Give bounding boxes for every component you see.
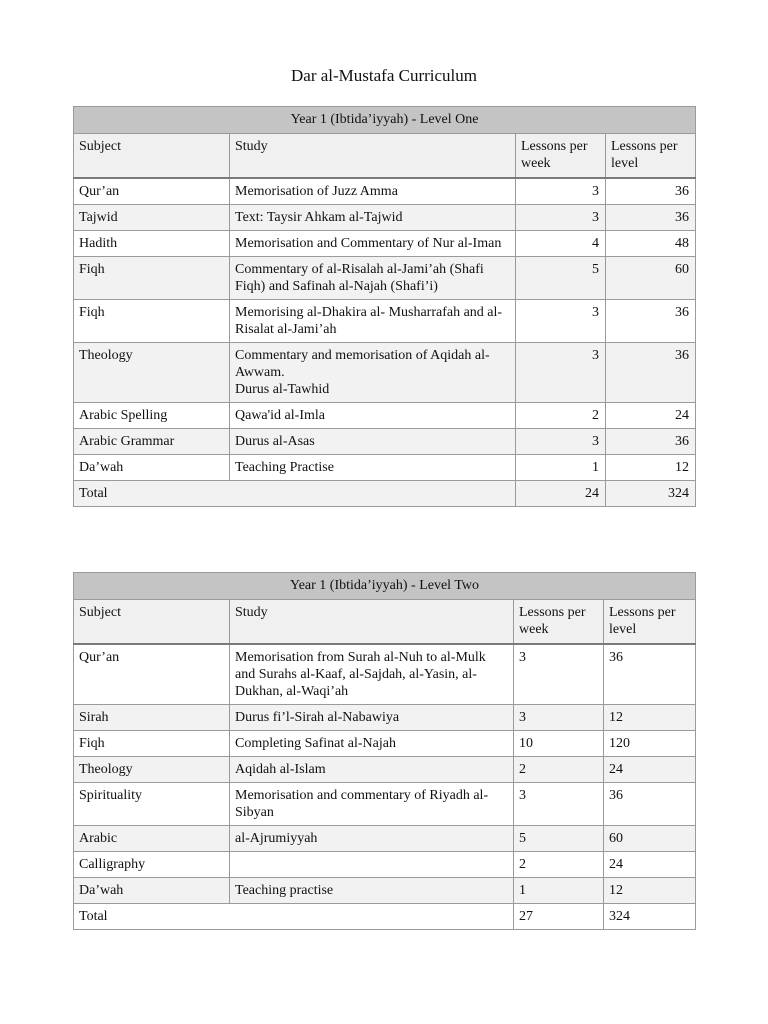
- lessons-per-level-cell: 36: [606, 300, 696, 343]
- subject-cell: Arabic Grammar: [74, 429, 230, 455]
- study-cell: Qawa'id al-Imla: [230, 403, 516, 429]
- total-row: [74, 904, 696, 930]
- total-label: Total: [74, 904, 514, 930]
- table-row: [74, 257, 696, 300]
- table-row: [74, 429, 696, 455]
- lessons-per-level-cell: 12: [604, 705, 696, 731]
- subject-cell: Fiqh: [74, 300, 230, 343]
- study-cell: Memorisation and commentary of Riyadh al-Sibyan: [230, 783, 514, 826]
- table-heading: Year 1 (Ibtida’iyyah) - Level Two: [74, 573, 696, 600]
- lessons-per-week-cell: 3: [516, 429, 606, 455]
- study-cell: Completing Safinat al-Najah: [230, 731, 514, 757]
- column-header-subject: Subject: [74, 600, 230, 645]
- lessons-per-week-cell: 3: [516, 343, 606, 403]
- lessons-per-week-cell: 2: [514, 852, 604, 878]
- study-cell: [230, 343, 516, 403]
- lessons-per-level-cell: 36: [604, 644, 696, 705]
- column-header-study: Study: [230, 600, 514, 645]
- table-row: [74, 343, 696, 403]
- subject-cell: Calligraphy: [74, 852, 230, 878]
- table-row: [74, 403, 696, 429]
- table-row: [74, 826, 696, 852]
- lessons-per-level-cell: 60: [606, 257, 696, 300]
- lessons-per-level-cell: 24: [604, 852, 696, 878]
- table-heading: Year 1 (Ibtida’iyyah) - Level One: [74, 107, 696, 134]
- table-heading-row: [74, 107, 696, 134]
- column-header-lessons-per-week: Lessons per week: [514, 600, 604, 645]
- table-row: [74, 231, 696, 257]
- study-cell: Text: Taysir Ahkam al-Tajwid: [230, 205, 516, 231]
- lessons-per-week-cell: 2: [516, 403, 606, 429]
- curriculum-table-level-two: [73, 572, 696, 930]
- lessons-per-week-cell: 3: [516, 205, 606, 231]
- column-header-study: Study: [230, 134, 516, 179]
- lessons-per-level-cell: 120: [604, 731, 696, 757]
- lessons-per-level-cell: 48: [606, 231, 696, 257]
- subject-cell: Arabic: [74, 826, 230, 852]
- page-title: Dar al-Mustafa Curriculum: [291, 66, 477, 85]
- total-lessons-per-week: 24: [516, 481, 606, 507]
- lessons-per-level-cell: 24: [606, 403, 696, 429]
- study-cell: Memorisation from Surah al-Nuh to al-Mulk and Surahs al-Kaaf, al-Sajdah, al-Yasin, al-Dukhan, al-Waqi’ah: [230, 644, 514, 705]
- lessons-per-week-cell: 10: [514, 731, 604, 757]
- lessons-per-week-cell: 3: [514, 783, 604, 826]
- column-header-row: [74, 134, 696, 179]
- study-cell: Memorisation and Commentary of Nur al-Iman: [230, 231, 516, 257]
- subject-cell: Sirah: [74, 705, 230, 731]
- table-row: [74, 783, 696, 826]
- table-row: [74, 705, 696, 731]
- lessons-per-week-cell: 1: [516, 455, 606, 481]
- total-lessons-per-level: 324: [604, 904, 696, 930]
- table-row: [74, 644, 696, 705]
- study-cell: Memorising al-Dhakira al- Musharrafah and al-Risalat al-Jami’ah: [230, 300, 516, 343]
- lessons-per-week-cell: 4: [516, 231, 606, 257]
- column-header-subject: Subject: [74, 134, 230, 179]
- lessons-per-week-cell: 3: [516, 178, 606, 205]
- lessons-per-week-cell: 1: [514, 878, 604, 904]
- total-lessons-per-week: 27: [514, 904, 604, 930]
- study-cell: Teaching Practise: [230, 455, 516, 481]
- study-cell: al-Ajrumiyyah: [230, 826, 514, 852]
- subject-cell: Arabic Spelling: [74, 403, 230, 429]
- table-row: [74, 878, 696, 904]
- total-label: Total: [74, 481, 516, 507]
- column-header-lessons-per-level: Lessons per level: [606, 134, 696, 179]
- lessons-per-level-cell: 24: [604, 757, 696, 783]
- study-line: Durus al-Tawhid: [235, 382, 330, 397]
- lessons-per-level-cell: 36: [606, 343, 696, 403]
- lessons-per-level-cell: 36: [606, 205, 696, 231]
- subject-cell: Spirituality: [74, 783, 230, 826]
- table-row: [74, 757, 696, 783]
- curriculum-table-level-one: [73, 106, 696, 507]
- lessons-per-week-cell: 5: [514, 826, 604, 852]
- lessons-per-level-cell: 36: [606, 429, 696, 455]
- subject-cell: Theology: [74, 343, 230, 403]
- lessons-per-week-cell: 3: [516, 300, 606, 343]
- lessons-per-level-cell: 60: [604, 826, 696, 852]
- subject-cell: Fiqh: [74, 731, 230, 757]
- lessons-per-week-cell: 5: [516, 257, 606, 300]
- lessons-per-week-cell: 3: [514, 644, 604, 705]
- table-row: [74, 455, 696, 481]
- subject-cell: Da’wah: [74, 878, 230, 904]
- study-cell: Durus al-Asas: [230, 429, 516, 455]
- subject-cell: Qur’an: [74, 178, 230, 205]
- lessons-per-level-cell: 12: [604, 878, 696, 904]
- study-cell: Durus fi’l-Sirah al-Nabawiya: [230, 705, 514, 731]
- table-row: [74, 178, 696, 205]
- table-row: [74, 205, 696, 231]
- lessons-per-level-cell: 36: [606, 178, 696, 205]
- subject-cell: Qur’an: [74, 644, 230, 705]
- lessons-per-week-cell: 2: [514, 757, 604, 783]
- table-row: [74, 731, 696, 757]
- subject-cell: Da’wah: [74, 455, 230, 481]
- study-cell: Memorisation of Juzz Amma: [230, 178, 516, 205]
- table-heading-row: [74, 573, 696, 600]
- subject-cell: Fiqh: [74, 257, 230, 300]
- column-header-lessons-per-level: Lessons per level: [604, 600, 696, 645]
- table-row: [74, 300, 696, 343]
- study-cell: Teaching practise: [230, 878, 514, 904]
- lessons-per-level-cell: 12: [606, 455, 696, 481]
- lessons-per-week-cell: 3: [514, 705, 604, 731]
- study-line: Commentary and memorisation of Aqidah al-Awwam.: [235, 348, 490, 380]
- total-row: [74, 481, 696, 507]
- subject-cell: Hadith: [74, 231, 230, 257]
- subject-cell: Theology: [74, 757, 230, 783]
- study-cell: Aqidah al-Islam: [230, 757, 514, 783]
- column-header-lessons-per-week: Lessons per week: [516, 134, 606, 179]
- total-lessons-per-level: 324: [606, 481, 696, 507]
- study-cell: [230, 852, 514, 878]
- lessons-per-level-cell: 36: [604, 783, 696, 826]
- column-header-row: [74, 600, 696, 645]
- table-row: [74, 852, 696, 878]
- subject-cell: Tajwid: [74, 205, 230, 231]
- study-cell: Commentary of al-Risalah al-Jami’ah (Shafi Fiqh) and Safinah al-Najah (Shafi’i): [230, 257, 516, 300]
